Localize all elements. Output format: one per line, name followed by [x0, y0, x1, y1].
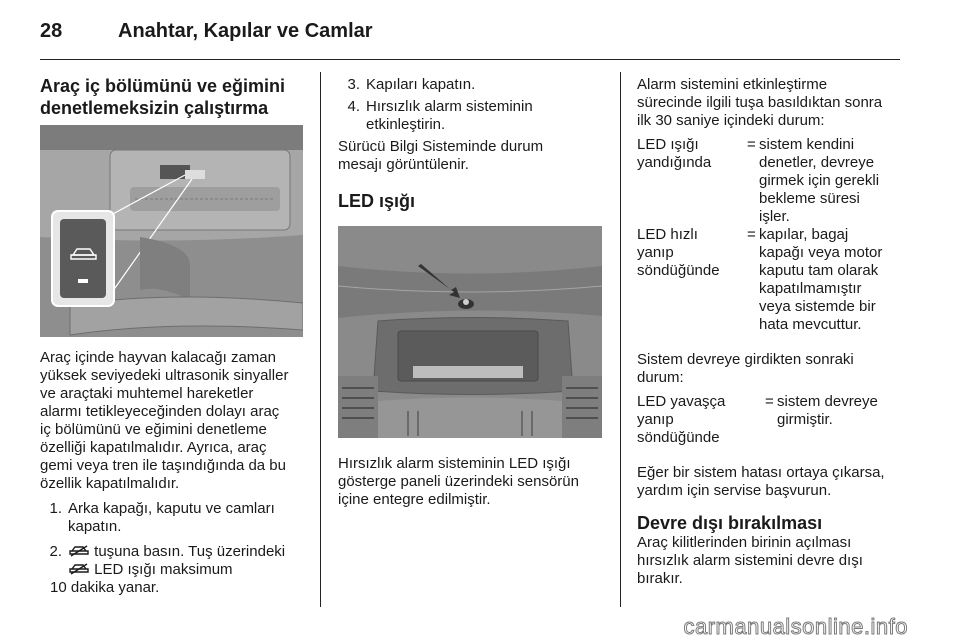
- list-item-step-2: 2. tuşuna basın. Tuş üzerindeki LED ışığı maksimum 10 dakika yanar.: [49, 543, 286, 596]
- page-number: 28: [40, 20, 63, 42]
- section-title-deactivation: Devre dışı bırakılması: [637, 513, 823, 533]
- column-2: [338, 76, 604, 509]
- figure-dashboard-led: [338, 226, 602, 438]
- column-3: [637, 76, 903, 588]
- column-divider-1: [320, 72, 321, 607]
- status-row-led-on: LED ışığı yandığında = sistem kendini denetler, devreye girmek için gerekli bekleme süresi işler.: [637, 136, 880, 225]
- car-alarm-icon: [68, 563, 90, 575]
- intro-paragraph: Araç içinde hayvan kalacağı zaman yüksek seviyedeki ultrasonik sinyaller ve araçtaki muhtemel hareketler alarmı tetikleyeceğinden dolayı araç iç bölümünü ve eğimini denetleme özelliği kapatılmalıdır. Ayrıca, araç gemi veya tren ile taşındığında da bu özellik kapatılmalıdır.: [40, 349, 289, 492]
- list-item-step-1: 1. Arka kapağı, kaputu ve camları kapatın.: [49, 500, 275, 535]
- header-rule: [40, 59, 900, 60]
- column-divider-2: [620, 72, 621, 607]
- watermark: carmanualsonline.info: [683, 614, 908, 639]
- column-1: [40, 75, 308, 597]
- list-item-step-4: 4. Hırsızlık alarm sisteminin etkinleştirin.: [347, 98, 533, 133]
- status-paragraph: Sürücü Bilgi Sisteminde durum mesajı görüntülenir.: [338, 138, 544, 173]
- figure-roof-console: [40, 125, 303, 337]
- after-activation-text: Sistem devreye girdikten sonraki durum:: [637, 351, 854, 386]
- page-title: Anahtar, Kapılar ve Camlar: [118, 20, 373, 42]
- car-alarm-icon: [68, 545, 90, 557]
- dashboard-led-illustration: [338, 226, 602, 438]
- status-row-led-slow-blink: LED yavaşça yanıp söndüğünde = sistem devreye girmiştir.: [637, 393, 878, 446]
- figure-caption: Hırsızlık alarm sisteminin LED ışığı gösterge paneli üzerindeki sensörün içine entegre edilmiştir.: [338, 455, 579, 508]
- list-item-step-3: 3. Kapıları kapatın.: [347, 76, 476, 93]
- status-row-led-fast-blink: LED hızlı yanıp söndüğünde = kapılar, bagaj kapağı veya motor kaputu tam olarak kapatılmamıştır veya sistemde bir hata mevcuttur.: [637, 226, 883, 333]
- status-table-2: [637, 393, 903, 447]
- error-text: Eğer bir sistem hatası ortaya çıkarsa, yardım için servise başvurun.: [637, 464, 885, 499]
- roof-console-illustration: [40, 125, 303, 337]
- activation-intro: Alarm sistemini etkinleştirme sürecinde ilgili tuşa basıldıktan sonra ilk 30 saniye içindeki durum:: [637, 76, 883, 129]
- deactivation-text: Araç kilitlerinden birinin açılması hırsızlık alarm sistemini devre dışı bırakır.: [637, 534, 863, 587]
- section-title-led: LED ışığı: [338, 191, 416, 211]
- status-table-1: [637, 136, 903, 334]
- section-title-interior-monitoring: Araç iç bölümünü ve eğimini denetlemeksizin çalıştırma: [40, 76, 286, 118]
